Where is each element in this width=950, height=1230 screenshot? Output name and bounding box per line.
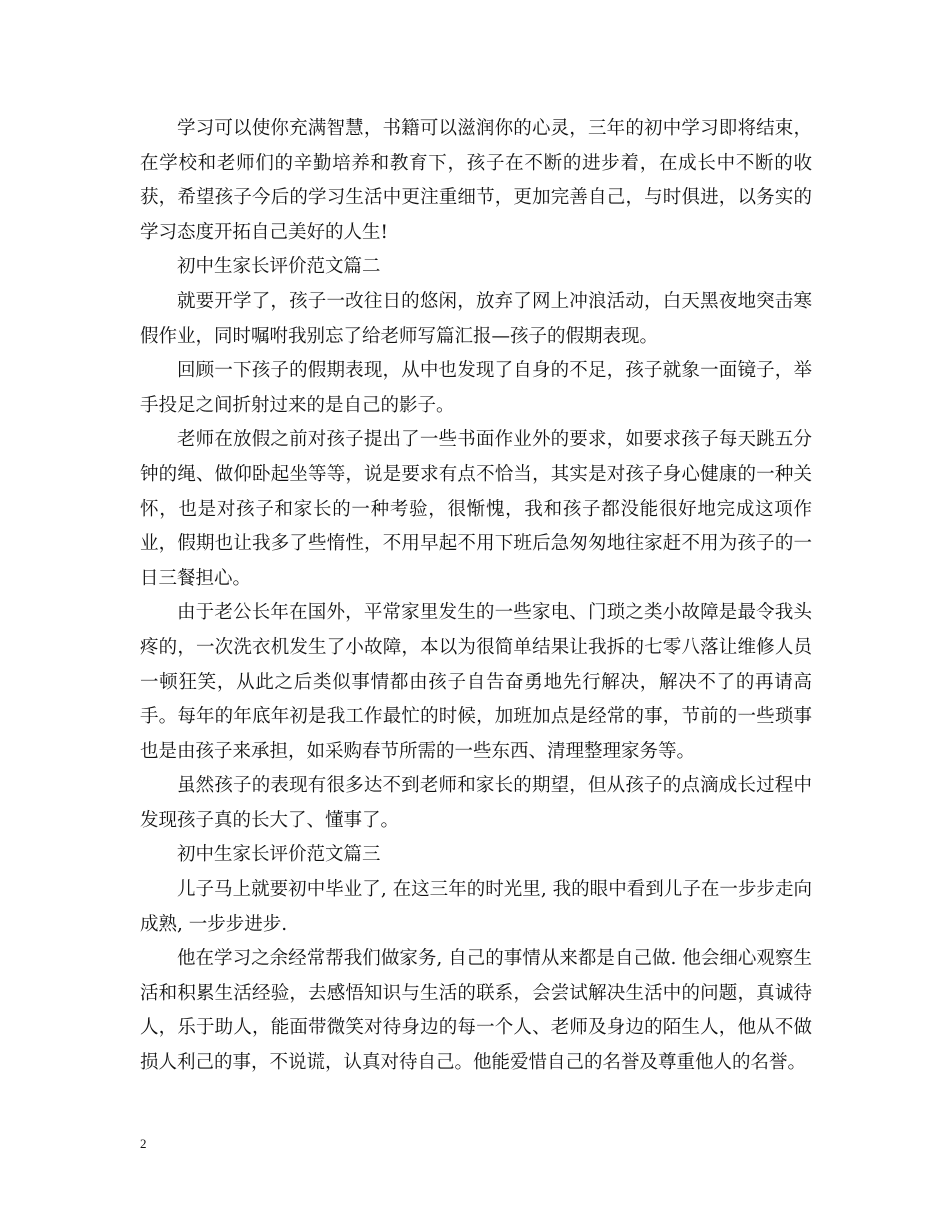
paragraph-6: 虽然孩子的表现有很多达不到老师和家长的期望，但从孩子的点滴成长过程中发现孩子真的长大了、懂事了。: [140, 775, 812, 831]
document-body: [140, 112, 812, 1081]
paragraph-2: 就要开学了，孩子一改往日的悠闲，放弃了网上冲浪活动，白天黑夜地突击寒假作业，同时嘱咐我别忘了给老师写篇汇报—孩子的假期表现。: [140, 290, 812, 347]
paragraph-8: 他在学习之余经常帮我们做家务, 自己的事情从来都是自己做. 他会细心观察生活和积累生活经验，去感悟知识与生活的联系，会尝试解决生活中的问题，真诚待人，乐于助人，能面带微笑对待身边的每一个人、老师及身边的陌生人，他从不做损人利己的事，不说谎，认真对待自己。他能爱惜自己的名誉及尊重他人的名誉。: [140, 948, 812, 1074]
section-heading-2: 初中生家长评价范文篇二: [177, 256, 381, 278]
paragraph-3: 回顾一下孩子的假期表现，从中也发现了自身的不足，孩子就象一面镜子，举手投足之间折射过来的是自己的影子。: [140, 360, 812, 416]
paragraph-1: 学习可以使你充满智慧，书籍可以滋润你的心灵，三年的初中学习即将结束，在学校和老师们的辛勤培养和教育下，孩子在不断的进步着，在成长中不断的收获，希望孩子今后的学习生活中更注重细节，更加完善自己，与时俱进，以务实的学习态度开拓自己美好的人生!: [140, 118, 812, 243]
section-heading-3: 初中生家长评价范文篇三: [177, 844, 381, 866]
paragraph-7: 儿子马上就要初中毕业了, 在这三年的时光里, 我的眼中看到儿子在一步步走向成熟, 一步步进步.: [140, 879, 812, 935]
page-number: 2: [140, 1136, 147, 1151]
paragraph-5: 由于老公长年在国外，平常家里发生的一些家电、门琐之类小故障是最令我头疼的，一次洗衣机发生了小故障，本以为很简单结果让我拆的七零八落让维修人员一顿狂笑，从此之后类似事情都由孩子自告奋勇地先行解决，解决不了的再请高手。每年的年底年初是我工作最忙的时候，加班加点是经常的事，节前的一些琐事也是由孩子来承担，如采购春节所需的一些东西、清理整理家务等。: [140, 602, 812, 762]
paragraph-4: 老师在放假之前对孩子提出了一些书面作业外的要求，如要求孩子每天跳五分钟的绳、做仰卧起坐等等，说是要求有点不恰当，其实是对孩子身心健康的一种关怀，也是对孩子和家长的一种考验，很惭愧，我和孩子都没能很好地完成这项作业，假期也让我多了些惰性，不用早起不用下班后急匆匆地往家赶不用为孩子的一日三餐担心。: [140, 429, 812, 589]
